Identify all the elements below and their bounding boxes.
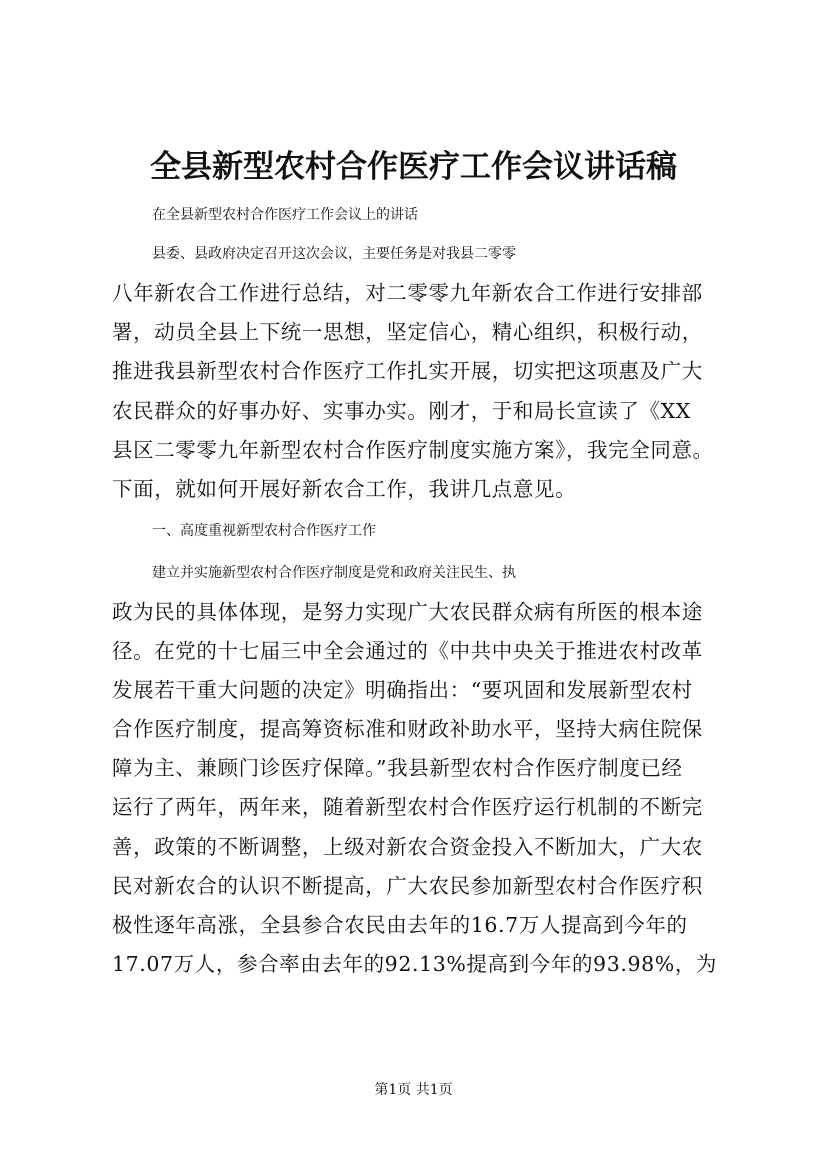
- paragraph-line: 运行了两年，两年来，随着新型农村合作医疗运行机制的不断完: [112, 795, 703, 819]
- paragraph-line: 径。在党的十七届三中全会通过的《中共中央关于推进农村改革: [112, 639, 703, 663]
- paragraph-line: 政为民的具体体现，是努力实现广大农民群众病有所医的根本途: [112, 600, 703, 624]
- paragraph-line: 县委、县政府决定召开这次会议，主要任务是对我县二零零: [152, 246, 516, 262]
- section-heading: 一、高度重视新型农村合作医疗工作: [152, 523, 376, 539]
- paragraph-line: 推进我县新型农村合作医疗工作扎实开展，切实把这项惠及广大: [112, 359, 703, 383]
- paragraph-line: 署，动员全县上下统一思想，坚定信心，精心组织，积极行动，: [112, 320, 703, 344]
- paragraph-line: 17.07万人，参合率由去年的92.13%提高到今年的93.98%，为: [112, 952, 718, 976]
- paragraph-line: 建立并实施新型农村合作医疗制度是党和政府关注民生、执: [152, 565, 516, 581]
- paragraph-line: 农民群众的好事办好、实事办实。刚才，于和局长宣读了《XX: [112, 399, 691, 423]
- speech-subtitle: 在全县新型农村合作医疗工作会议上的讲话: [152, 207, 418, 223]
- document-title: 全县新型农村合作医疗工作会议讲话稿: [150, 149, 677, 185]
- paragraph-line: 发展若干重大问题的决定》明确指出：“要巩固和发展新型农村: [112, 678, 693, 702]
- paragraph-line: 县区二零零九年新型农村合作医疗制度实施方案》，我完全同意。: [112, 438, 714, 462]
- paragraph-line: 障为主、兼顾门诊医疗保障。”我县新型农村合作医疗制度已经: [112, 756, 683, 780]
- paragraph-line: 八年新农合工作进行总结，对二零零九年新农合工作进行安排部: [112, 281, 703, 305]
- paragraph-line: 极性逐年高涨，全县参合农民由去年的16.7万人提高到今年的: [112, 913, 688, 937]
- paragraph-line: 合作医疗制度，提高筹资标准和财政补助水平，坚持大病住院保: [112, 717, 703, 741]
- page-footer: 第1页 共1页: [374, 1082, 453, 1098]
- paragraph-line: 民对新农合的认识不断提高，广大农民参加新型农村合作医疗积: [112, 874, 703, 898]
- paragraph-line: 善，政策的不断调整，上级对新农合资金投入不断加大，广大农: [112, 835, 703, 859]
- paragraph-line: 下面，就如何开展好新农合工作，我讲几点意见。: [112, 477, 577, 501]
